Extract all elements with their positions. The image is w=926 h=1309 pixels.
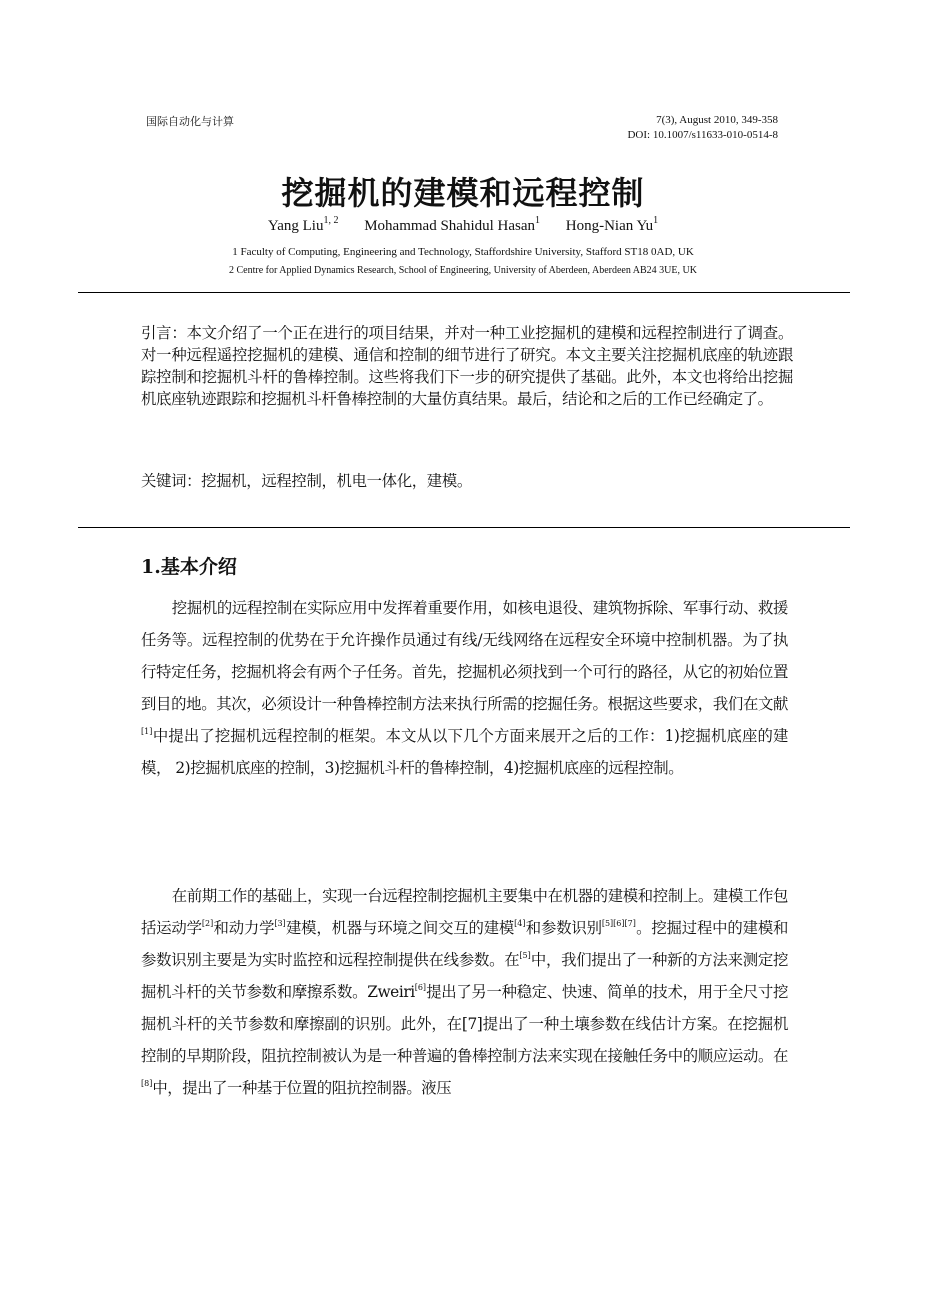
citation[interactable]: [6] bbox=[414, 983, 427, 992]
paragraph-text: 挖掘机的远程控制在实际应用中发挥着重要作用，如核电退役、建筑物拆除、军事行动、救援任务等。远程控制的优势在于允许操作员通过有线/无线网络在远程安全环境中控制机器。为了执行特定任务，挖掘机将会有两个子任务。首先，挖掘机必须找到一个可行的路径，从它的初始位置到目的地。其次，必须设计一种鲁棒控制方法来执行所需的挖掘任务。根据这些要求，我们在文献 bbox=[141, 599, 788, 713]
paper-title: 挖掘机的建模和远程控制 bbox=[281, 174, 645, 212]
keywords: 关键词：挖掘机，远程控制，机电一体化，建模。 bbox=[141, 472, 472, 490]
doi: DOI: 10.1007/s11633-010-0514-8 bbox=[627, 129, 778, 141]
paragraph-text: 建模，机器与环境之间交互的建模 bbox=[285, 919, 515, 937]
author-name: Hong-Nian Yu bbox=[565, 218, 654, 234]
volume-pages: 7(3), August 2010, 349-358 bbox=[656, 114, 778, 126]
author-list bbox=[0, 215, 926, 235]
author-affiliation-mark: 1, 2 bbox=[323, 215, 339, 226]
affiliation: 1 Faculty of Computing, Engineering and Technology, Staffordshire University, Stafford ST18 0AD, UK bbox=[232, 246, 694, 258]
section-heading: 1.基本介绍 bbox=[141, 556, 237, 578]
citation[interactable]: [2] bbox=[201, 919, 214, 928]
paragraph-text: 在前期工作的基础上，实现一台远程控制挖掘机主要集中在机器的建模和控制上。建模工作包括运动学 bbox=[141, 887, 788, 937]
citation[interactable]: [5][6][7] bbox=[601, 919, 636, 928]
citation[interactable]: [4] bbox=[514, 919, 526, 928]
author-name: Mohammad Shahidul Hasan bbox=[364, 218, 536, 234]
citation[interactable]: [8] bbox=[141, 1079, 153, 1088]
paragraph-text: 提出了另一种稳定、快速、简单的技术，用于全尺寸挖掘机斗杆的关节参数和摩擦副的识别。此外，在[7]提出了一种土壤参数在线估计方案。在挖掘机控制的早期阶段，阻抗控制被认为是一种普遍的鲁棒控制方法来实现在接触任务中的顺应运动。在 bbox=[141, 983, 788, 1065]
author bbox=[364, 215, 541, 234]
author bbox=[565, 215, 659, 234]
citation[interactable]: [1] bbox=[141, 727, 153, 736]
paragraph-text: 和动力学 bbox=[213, 919, 275, 937]
affiliation: 2 Centre for Applied Dynamics Research, School of Engineering, University of Aberdeen, Aberdeen AB24 3UE, UK bbox=[229, 265, 697, 276]
author-affiliation-mark: 1 bbox=[535, 215, 541, 226]
author-affiliation-mark: 1 bbox=[653, 215, 659, 226]
body-paragraph bbox=[141, 880, 788, 1104]
divider bbox=[78, 292, 850, 293]
paragraph-text: 。挖掘过程中的建模和参数识别主要是为实时监控和远程控制提供在线参数。在 bbox=[141, 919, 788, 969]
publication-info bbox=[627, 113, 778, 143]
paragraph-text: 中提出了挖掘机远程控制的框架。本文从以下几个方面来展开之后的工作：1)挖掘机底座的建模， 2)挖掘机底座的控制，3)挖掘机斗杆的鲁棒控制，4)挖掘机底座的远程控制。 bbox=[141, 727, 788, 777]
abstract: 引言：本文介绍了一个正在进行的项目结果，并对一种工业挖掘机的建模和远程控制进行了调查。对一种远程遥控挖掘机的建模、通信和控制的细节进行了研究。本文主要关注挖掘机底座的轨迹跟踪控制和挖掘机斗杆的鲁棒控制。这些将我们下一步的研究提供了基础。此外，本文也将给出挖掘机底座轨迹跟踪和挖掘机斗杆鲁棒控制的大量仿真结果。最后，结论和之后的工作已经确定了。 bbox=[141, 324, 793, 408]
paragraph-text: 和参数识别 bbox=[525, 919, 602, 937]
paragraph-text: 中，提出了一种基于位置的阻抗控制器。液压 bbox=[152, 1079, 452, 1097]
journal-name: 国际自动化与计算 bbox=[146, 115, 234, 128]
author bbox=[267, 215, 339, 234]
body-paragraph bbox=[141, 592, 788, 784]
paragraph-text: 中，我们提出了一种新的方法来测定挖掘机斗杆的关节参数和摩擦系数。Zweiri bbox=[141, 951, 788, 1001]
citation[interactable]: [5] bbox=[519, 951, 531, 960]
divider bbox=[78, 527, 850, 528]
author-name: Yang Liu bbox=[267, 218, 324, 234]
citation[interactable]: [3] bbox=[274, 919, 286, 928]
